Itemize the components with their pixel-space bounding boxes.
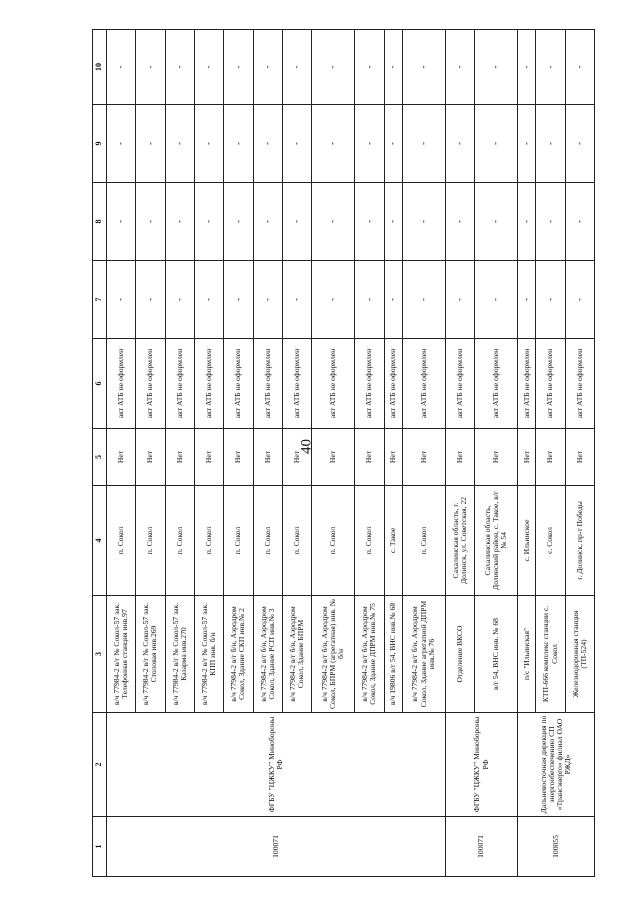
dash-cell: - <box>402 30 445 105</box>
column-number: 2 <box>93 713 107 817</box>
status-cell: Нет <box>136 429 165 486</box>
dash-cell: - <box>402 105 445 183</box>
status-cell: Нет <box>312 429 355 486</box>
dash-cell: - <box>136 183 165 261</box>
status-cell: Нет <box>565 429 594 486</box>
code-cell: 100071 <box>107 817 446 877</box>
object-cell: в/ч 77984-2 в/г б/н, Аэродром Сокол, Здание агрегатной ДПРМ инв.№ 76 <box>402 596 445 713</box>
dash-cell: - <box>312 261 355 339</box>
act-cell: акт АТБ не оформлен <box>518 339 536 429</box>
dash-cell: - <box>253 105 282 183</box>
act-cell: акт АТБ не оформлен <box>136 339 165 429</box>
dash-cell: - <box>165 261 194 339</box>
column-number: 9 <box>93 105 107 183</box>
column-number-row <box>93 30 107 877</box>
dash-cell: - <box>253 183 282 261</box>
dash-cell: - <box>536 30 565 105</box>
registry-table <box>92 29 595 877</box>
object-cell: в/ч 77984-2 в/г б/н, Аэродром Сокол, БПРМ (агрегатная) инв. № б/н <box>312 596 355 713</box>
status-cell: Нет <box>384 429 402 486</box>
dash-cell: - <box>136 261 165 339</box>
table-row <box>107 30 136 877</box>
dash-cell: - <box>165 30 194 105</box>
object-cell: Отделение ВКСО <box>445 596 474 713</box>
code-cell: 100055 <box>518 817 595 877</box>
act-cell: акт АТБ не оформлен <box>165 339 194 429</box>
column-number: 4 <box>93 486 107 596</box>
dash-cell: - <box>565 183 594 261</box>
dash-cell: - <box>402 261 445 339</box>
object-cell: Железнодорожная станция (ТП-524) <box>565 596 594 713</box>
dash-cell: - <box>312 183 355 261</box>
location-cell: п. Сокол <box>136 486 165 596</box>
status-cell: Нет <box>402 429 445 486</box>
dash-cell: - <box>107 261 136 339</box>
status-cell: Нет <box>165 429 194 486</box>
dash-cell: - <box>107 183 136 261</box>
column-number: 10 <box>93 30 107 105</box>
dash-cell: - <box>565 30 594 105</box>
dash-cell: - <box>282 105 311 183</box>
dash-cell: - <box>565 261 594 339</box>
organization-cell: ФГБУ "ЦЖКУ" Минобороны РФ <box>107 713 446 817</box>
column-number: 8 <box>93 183 107 261</box>
object-cell: в/ч 77984-2 в/г б/н, Аэродром Сокол, Здание РСП инв.№ 3 <box>253 596 282 713</box>
status-cell: Нет <box>475 429 518 486</box>
dash-cell: - <box>224 30 253 105</box>
act-cell: акт АТБ не оформлен <box>565 339 594 429</box>
object-cell: в/ч 77984-2 в/г б/н, Аэродром Сокол, Здание БПРМ <box>282 596 311 713</box>
dash-cell: - <box>475 30 518 105</box>
location-cell: Сахалинская область, Долинский район, с. Такое, в/г № 54 <box>475 486 518 596</box>
dash-cell: - <box>355 261 384 339</box>
column-number: 1 <box>93 817 107 877</box>
dash-cell: - <box>518 261 536 339</box>
location-cell: п. Сокол <box>312 486 355 596</box>
object-cell: в/ч 77984-2 в/г № Сокол-57 зак. Казарма инв.270 <box>165 596 194 713</box>
dash-cell: - <box>194 105 223 183</box>
rotated-table-container <box>92 30 595 877</box>
column-number: 7 <box>93 261 107 339</box>
location-cell: п. Сокол <box>282 486 311 596</box>
dash-cell: - <box>253 261 282 339</box>
column-number: 6 <box>93 339 107 429</box>
dash-cell: - <box>194 183 223 261</box>
dash-cell: - <box>518 30 536 105</box>
location-cell: п. Сокол <box>165 486 194 596</box>
location-cell: п. Сокол <box>224 486 253 596</box>
dash-cell: - <box>518 183 536 261</box>
object-cell: в/ч 77984-2 в/г № Сокол-57 зак. КПП инв. б/н <box>194 596 223 713</box>
dash-cell: - <box>253 30 282 105</box>
status-cell: Нет <box>282 429 311 486</box>
page-number: 40 <box>298 439 315 454</box>
dash-cell: - <box>475 105 518 183</box>
dash-cell: - <box>355 30 384 105</box>
dash-cell: - <box>565 105 594 183</box>
object-cell: п/с "Ильинская" <box>518 596 536 713</box>
object-cell: в/г 54, ВНС инв. № 68 <box>475 596 518 713</box>
location-cell: Сахалинская область, г. Долинск, ул. Советская, 22 <box>445 486 474 596</box>
dash-cell: - <box>107 30 136 105</box>
dash-cell: - <box>445 183 474 261</box>
dash-cell: - <box>518 105 536 183</box>
act-cell: акт АТБ не оформлен <box>194 339 223 429</box>
dash-cell: - <box>312 105 355 183</box>
dash-cell: - <box>445 30 474 105</box>
act-cell: акт АТБ не оформлен <box>475 339 518 429</box>
dash-cell: - <box>224 183 253 261</box>
code-cell: 100071 <box>445 817 517 877</box>
dash-cell: - <box>224 105 253 183</box>
location-cell: с. Сокол <box>536 486 565 596</box>
location-cell: с. Такое <box>384 486 402 596</box>
location-cell: п. Сокол <box>194 486 223 596</box>
dash-cell: - <box>282 183 311 261</box>
status-cell: Нет <box>518 429 536 486</box>
location-cell: п. Сокол <box>107 486 136 596</box>
dash-cell: - <box>536 261 565 339</box>
organization-cell: Дальневосточная дирекция по энергообеспечению СП «Трансэнерго» филиал ОАО РЖД» <box>518 713 595 817</box>
column-number: 3 <box>93 596 107 713</box>
dash-cell: - <box>384 183 402 261</box>
dash-cell: - <box>475 183 518 261</box>
object-cell: КТП-666 комплекс станции с. Сокол <box>536 596 565 713</box>
status-cell: Нет <box>224 429 253 486</box>
organization-cell: ФГБУ "ЦЖКУ" Минобороны РФ <box>445 713 517 817</box>
location-cell: г. Долинск, пр-т Победы <box>565 486 594 596</box>
act-cell: акт АТБ не оформлен <box>445 339 474 429</box>
object-cell: в/ч 19806 в/г 54, ВНС инв.№ 68 <box>384 596 402 713</box>
object-cell: в/ч 77984-2 в/г б/н, Аэродром Сокол, Здание ДПРМ инв.№ 75 <box>355 596 384 713</box>
dash-cell: - <box>402 183 445 261</box>
dash-cell: - <box>445 105 474 183</box>
dash-cell: - <box>355 105 384 183</box>
object-cell: в/ч 77984-2 в/г № Сокол-57 зак. Телефонная станция инв.97 <box>107 596 136 713</box>
act-cell: акт АТБ не оформлен <box>355 339 384 429</box>
act-cell: акт АТБ не оформлен <box>253 339 282 429</box>
status-cell: Нет <box>355 429 384 486</box>
status-cell: Нет <box>536 429 565 486</box>
location-cell: п. Сокол <box>253 486 282 596</box>
dash-cell: - <box>445 261 474 339</box>
status-cell: Нет <box>445 429 474 486</box>
act-cell: акт АТБ не оформлен <box>107 339 136 429</box>
dash-cell: - <box>165 105 194 183</box>
dash-cell: - <box>384 30 402 105</box>
dash-cell: - <box>536 183 565 261</box>
location-cell: п. Сокол <box>355 486 384 596</box>
dash-cell: - <box>355 183 384 261</box>
act-cell: акт АТБ не оформлен <box>312 339 355 429</box>
dash-cell: - <box>165 183 194 261</box>
status-cell: Нет <box>194 429 223 486</box>
dash-cell: - <box>384 105 402 183</box>
column-number: 5 <box>93 429 107 486</box>
object-cell: в/ч 77984-2 в/г б/н, Аэродром Сокол, Здание СКП инв.№ 2 <box>224 596 253 713</box>
act-cell: акт АТБ не оформлен <box>402 339 445 429</box>
table-row <box>445 30 474 877</box>
dash-cell: - <box>384 261 402 339</box>
act-cell: акт АТБ не оформлен <box>536 339 565 429</box>
act-cell: акт АТБ не оформлен <box>224 339 253 429</box>
dash-cell: - <box>107 105 136 183</box>
location-cell: п. Сокол <box>402 486 445 596</box>
act-cell: акт АТБ не оформлен <box>384 339 402 429</box>
object-cell: в/ч 77984-2 в/г № Сокол-57 зак. Столовая инв.269 <box>136 596 165 713</box>
act-cell: акт АТБ не оформлен <box>282 339 311 429</box>
dash-cell: - <box>194 261 223 339</box>
status-cell: Нет <box>107 429 136 486</box>
location-cell: с. Ильинское <box>518 486 536 596</box>
dash-cell: - <box>136 30 165 105</box>
dash-cell: - <box>282 30 311 105</box>
dash-cell: - <box>312 30 355 105</box>
dash-cell: - <box>136 105 165 183</box>
status-cell: Нет <box>253 429 282 486</box>
dash-cell: - <box>224 261 253 339</box>
dash-cell: - <box>282 261 311 339</box>
dash-cell: - <box>475 261 518 339</box>
table-row <box>518 30 536 877</box>
dash-cell: - <box>194 30 223 105</box>
dash-cell: - <box>536 105 565 183</box>
